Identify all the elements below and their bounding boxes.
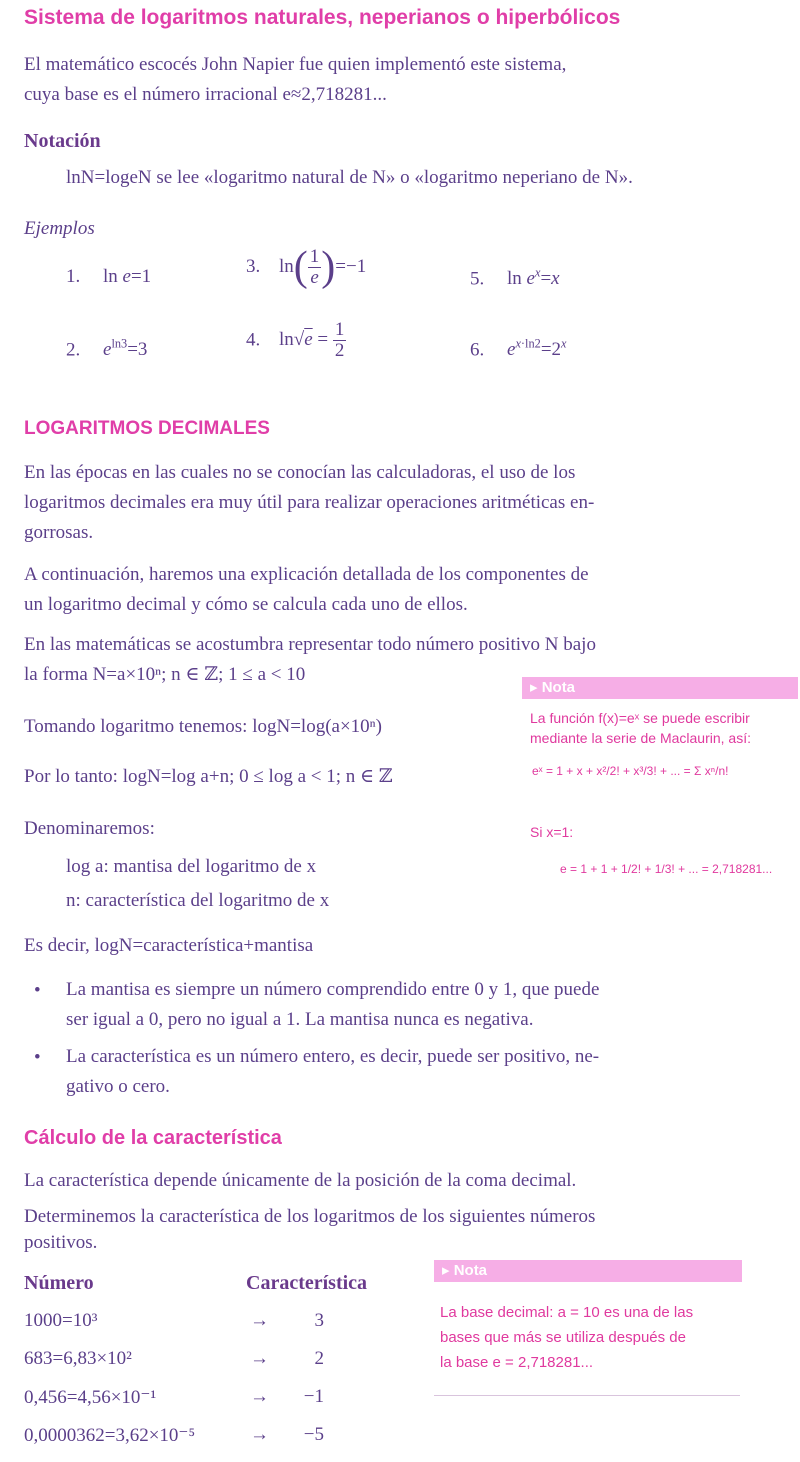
car-line-1: La característica depende únicamente de la posición de la coma decimal. <box>24 1170 577 1191</box>
example-5: 5. $\ln e^x=x$ <box>470 266 560 290</box>
p1-line-1: En las épocas en las cuales no se conocían las calculadoras, el uso de los <box>24 462 576 483</box>
row-value: −1 <box>303 1386 324 1407</box>
example-1-number: 1. <box>66 266 81 287</box>
neperian-intro <box>24 50 744 110</box>
table-row <box>24 1348 384 1386</box>
section-title-neperian: Sistema de logaritmos naturales, neperianos o hiperbólicos <box>24 6 621 29</box>
nota-1-header: ▸ Nota <box>522 677 798 699</box>
row-arrow: → <box>250 1348 269 1369</box>
p3-line-2: la forma N=a×10ⁿ; n ∈ ℤ; 1 ≤ a < 10 <box>24 664 306 685</box>
section-title-caracteristica: Cálculo de la característica <box>24 1127 282 1149</box>
nota-2-header: ▸ Nota <box>434 1260 742 1282</box>
car-line-3: positivos. <box>24 1232 98 1253</box>
bullet-1-line-1: La mantisa es siempre un número comprendido entre 0 y 1, que puede <box>66 979 600 1000</box>
row-value: 2 <box>314 1348 324 1369</box>
row-number: 0,456=4,56×10⁻¹ <box>24 1387 157 1408</box>
example-2-number: 2. <box>66 339 81 361</box>
decimal-paragraph-2 <box>24 560 744 620</box>
bullet-item-2 <box>66 1042 746 1102</box>
es-decir-line: Es decir, logN=característica+mantisa <box>24 935 314 956</box>
section-title-decimal: LOGARITMOS DECIMALES <box>24 418 270 439</box>
nota-2-divider <box>434 1395 740 1396</box>
mantisa-definition: log a: mantisa del logaritmo de x <box>66 856 317 877</box>
example-6-number: 6. <box>470 339 485 361</box>
example-3-number: 3. <box>246 256 261 277</box>
caracteristica-paragraph <box>24 1166 744 1258</box>
p1-line-2: logaritmos decimales era muy útil para realizar operaciones aritméticas en- <box>24 492 595 513</box>
p2-line-1: A continuación, haremos una explicación detallada de los componentes de <box>24 564 589 585</box>
bullet-dot-2: • <box>34 1047 41 1068</box>
nota-2-line-3: la base e = 2,718281... <box>440 1354 594 1371</box>
row-arrow: → <box>250 1386 269 1407</box>
therefore-line: Por lo tanto: logN=log a+n; 0 ≤ log a < 1; n ∈ ℤ <box>24 766 393 787</box>
table-row <box>24 1310 384 1348</box>
example-1: 1. ln e=1 <box>66 266 152 287</box>
example-4-number: 4. <box>246 329 261 351</box>
taking-log-line: Tomando logaritmo tenemos: logN=log(a×10ⁿ) <box>24 716 382 737</box>
nota-1-line-1: La función f(x)=eˣ se puede escribir <box>530 710 750 726</box>
table-row <box>24 1424 384 1462</box>
example-6: 6. $e^{x\cdot ln2}=2^x$ <box>470 337 567 361</box>
bullet-2-line-2: gativo o cero. <box>66 1076 170 1097</box>
nota-1-e-series: e = 1 + 1 + 1/2! + 1/3! + ... = 2,718281... <box>560 862 773 876</box>
row-value: 3 <box>314 1310 324 1331</box>
nota-2-body <box>440 1300 740 1375</box>
notation-text: lnN=logeN se lee «logaritmo natural de N» o «logaritmo neperiano de N». <box>66 167 633 188</box>
row-number: 0,0000362=3,62×10⁻⁵ <box>24 1425 196 1446</box>
nota-2-line-1: La base decimal: a = 10 es una de las <box>440 1304 694 1321</box>
p1-line-3: gorrosas. <box>24 522 94 543</box>
example-2: 2. $e^{ln3}=3$ <box>66 337 148 361</box>
decimal-paragraph-1 <box>24 458 744 548</box>
intro-line-2: cuya base es el número irracional e≈2,718281... <box>24 84 387 105</box>
p2-line-2: un logaritmo decimal y cómo se calcula cada uno de ellos. <box>24 594 468 615</box>
example-3: 3. ln( $\frac{1}{e}$ )=−1 <box>246 244 367 290</box>
examples-heading: Ejemplos <box>24 218 95 239</box>
bullet-item-1 <box>66 975 746 1035</box>
caracteristica-definition: n: característica del logaritmo de x <box>66 890 330 911</box>
example-4: 4. ln√e = $\frac{1}{2}$ <box>246 319 345 361</box>
bullet-dot-1: • <box>34 980 41 1001</box>
car-line-2: Determinemos la característica de los logaritmos de los siguientes números <box>24 1206 596 1227</box>
column-header-caracteristica: Característica <box>246 1272 368 1294</box>
row-arrow: → <box>250 1424 269 1445</box>
nota-1-body <box>530 708 792 748</box>
nota-1-line-2: mediante la serie de Maclaurin, así: <box>530 730 751 746</box>
row-number: 683=6,83×10² <box>24 1348 132 1369</box>
intro-line-1: El matemático escocés John Napier fue quien implementó este sistema, <box>24 54 567 75</box>
row-value: −5 <box>303 1424 324 1445</box>
p3-line-1: En las matemáticas se acostumbra representar todo número positivo N bajo <box>24 634 596 655</box>
nota-2-line-2: bases que más se utiliza después de <box>440 1329 686 1346</box>
row-arrow: → <box>250 1310 269 1331</box>
characteristic-table <box>24 1310 384 1462</box>
notation-heading: Notación <box>24 130 101 152</box>
example-5-number: 5. <box>470 268 485 290</box>
bullet-1-line-2: ser igual a 0, pero no igual a 1. La mantisa nunca es negativa. <box>66 1009 534 1030</box>
table-row <box>24 1386 384 1424</box>
denominaremos-label: Denominaremos: <box>24 818 155 839</box>
bullet-2-line-1: La característica es un número entero, es decir, puede ser positivo, ne- <box>66 1046 600 1067</box>
row-number: 1000=10³ <box>24 1310 98 1331</box>
nota-1-series: eˣ = 1 + x + x²/2! + x³/3! + ... = Σ xⁿ/n! <box>532 764 729 778</box>
nota-1-si-label: Si x=1: <box>530 824 574 840</box>
column-header-numero: Número <box>24 1272 94 1294</box>
